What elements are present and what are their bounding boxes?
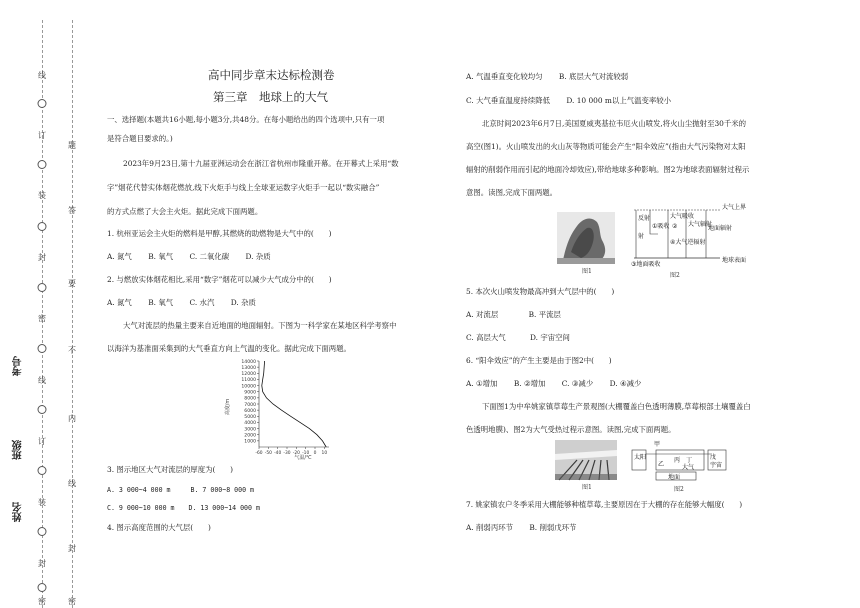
y-tick-label: 3000: [244, 427, 256, 433]
y-tick-label: 6000: [244, 408, 256, 414]
y-tick-label: 13000: [241, 365, 256, 371]
question-5-options-2: [466, 332, 584, 343]
radiation-diagram: [628, 200, 747, 272]
binding-hole-icon: [38, 583, 47, 592]
option: A. 气温垂直变化较均匀: [466, 72, 543, 81]
binding-hole-icon: [38, 283, 47, 292]
binding-hole-icon: [38, 466, 47, 475]
y-axis-label: 高度/m: [225, 398, 231, 416]
option: B. 氧气: [148, 298, 174, 307]
option: A. 氮气: [107, 252, 132, 261]
option: B. 底层大气对流较弱: [558, 72, 629, 81]
question-2: 2. 与燃放实体烟花相比,采用“数字”烟花可以减少大气成分中的( ): [107, 275, 332, 284]
option: C. 大气垂直温度持续降低: [466, 96, 550, 105]
diagram-label: 大气辐射: [688, 221, 713, 228]
intro-paragraph-3-line2: 高空(图1)。火山喷发出的火山灰等物质可能会产生“阳伞效应”(指由大气污染物对太阳: [466, 142, 746, 151]
x-tick-label: -20: [292, 451, 300, 456]
y-tick-label: 12000: [241, 372, 256, 378]
diagram-label: 射: [638, 233, 645, 240]
y-tick-label: 4000: [244, 421, 256, 427]
question-4: 4. 图示高度范围的大气层( ): [107, 523, 211, 532]
section-title-cont: 是符合题目要求的。): [107, 134, 173, 143]
question-5-options: [466, 309, 575, 320]
fig2-caption: 图2: [670, 272, 680, 279]
option: C. 高层大气: [466, 333, 506, 342]
option: C. 二氧化碳: [189, 252, 230, 261]
option: A. 3 000~4 000 m: [107, 486, 171, 494]
temperature-line: [262, 361, 326, 447]
diagram-label: 大气吸收: [670, 213, 695, 220]
diagram-label: 甲: [654, 441, 661, 448]
diagram-label: 乙: [658, 461, 665, 468]
option: C. 9 000~10 000 m: [107, 504, 175, 512]
y-tick-label: 9000: [244, 390, 256, 396]
binding-hole-icon: [38, 99, 47, 108]
question-6: 6. “阳伞效应”的产生主要是由于图2中( ): [466, 356, 612, 365]
atmospheric-heating-diagram: [630, 438, 730, 482]
intro-paragraph-4-line2: 色透明地膜)、图2为大气受热过程示意图。读图,完成下面两题。: [466, 425, 676, 434]
y-tick-label: 14000: [241, 359, 256, 365]
option: B. 平流层: [528, 310, 561, 319]
option: B. 7 000~8 000 m: [190, 486, 255, 494]
option: A. ①增加: [466, 379, 498, 388]
diagram-label: 大气: [682, 464, 695, 471]
option: D. 宇宙空间: [530, 333, 570, 342]
binding-hole-icon: [38, 344, 47, 353]
option: B. 氧气: [148, 252, 174, 261]
intro-paragraph-2-line2: 以海洋为基准面采集到的大气垂直方向上气温的变化。据此完成下面两题。: [107, 344, 351, 353]
diagram-label: 丁: [686, 457, 693, 464]
fig4-caption: 图2: [674, 486, 684, 493]
intro-paragraph-3: 北京时间2023年6月7日,美国夏威夷基拉韦厄火山喷发,将火山尘抛射至30千米的: [482, 119, 747, 128]
x-tick-label: 10: [321, 451, 328, 456]
margin-char: 订: [38, 131, 46, 140]
option: D. 杂质: [245, 252, 271, 261]
intro-paragraph-3-line3: 辐射的削弱作用而引起的地面冷却效应),带给地球多种影响。图2为地球表面辐射过程示: [466, 165, 750, 174]
option: D. 13 000~14 000 m: [188, 504, 260, 512]
option: C. 水汽: [189, 298, 215, 307]
margin-char: 不: [68, 346, 76, 355]
question-4-options-2: [466, 95, 685, 106]
y-tick-label: 10000: [241, 384, 256, 390]
temperature-altitude-chart: [225, 355, 335, 460]
binding-hole-icon: [38, 527, 47, 536]
question-3: 3. 图示地区大气对流层的厚度为( ): [107, 465, 234, 474]
chapter-title: 第三章 地球上的大气: [213, 90, 328, 104]
diagram-label: 地面辐射: [708, 225, 733, 232]
margin-char: 装: [38, 191, 46, 200]
diagram-label: 戊: [710, 454, 717, 461]
option: A. 对流层: [466, 310, 499, 319]
margin-char: 线: [38, 71, 46, 80]
question-7: 7. 姚家镇农户冬季采用大棚能够种植草莓,主要原因在于大棚的存在能够大幅度( ): [466, 500, 743, 509]
margin-char: 线: [38, 376, 46, 385]
binding-hole-icon: [38, 222, 47, 231]
binding-hole-icon: [38, 405, 47, 414]
option: B. ②增加: [513, 379, 546, 388]
diagram-label: 地面: [668, 474, 681, 481]
intro-paragraph-3-line4: 意图。读图,完成下面两题。: [466, 188, 558, 197]
fig3-caption: 图1: [582, 484, 592, 491]
greenhouse-photo: [555, 440, 617, 480]
question-3-options: [107, 485, 268, 496]
margin-char: 密: [38, 314, 46, 323]
intro-paragraph-4: 下面图1为中牟姚家镇草莓生产景观图(大棚覆盖白色透明薄膜,草莓根部土壤覆盖白: [482, 402, 751, 411]
y-tick-label: 2000: [244, 433, 256, 439]
y-tick-label: 8000: [244, 396, 256, 402]
binding-dashed-line-inner: [72, 20, 73, 608]
diagram-label: ④大气逆辐射: [670, 239, 706, 246]
y-tick-label: 11000: [241, 378, 256, 384]
exam-number-field: 考号: [13, 356, 24, 376]
fig1-caption: 图1: [582, 268, 592, 275]
option: A. 削弱丙环节: [466, 523, 513, 532]
margin-char: 封: [38, 253, 46, 262]
volcano-photo: [557, 212, 615, 264]
question-6-options: [466, 378, 655, 389]
question-1: 1. 杭州亚运会主火炬的燃料是甲醇,其燃烧的助燃物是大气中的( ): [107, 229, 332, 238]
question-4-options: [466, 71, 642, 82]
x-tick-label: -10: [302, 451, 310, 456]
binding-hole-icon: [38, 160, 47, 169]
question-3-options-2: [107, 503, 274, 514]
option: B. 削弱戊环节: [529, 523, 577, 532]
margin-char: 内: [68, 414, 76, 423]
question-7-options: [466, 522, 590, 533]
option: C. ③减少: [561, 379, 594, 388]
question-1-options: [107, 251, 285, 262]
intro-paragraph-1-line3: 的方式点燃了大会主火炬。据此完成下面两题。: [107, 207, 263, 216]
diagram-label: 地球表面: [722, 257, 747, 264]
diagram-label: ③地面吸收: [631, 261, 661, 268]
margin-char: 封: [38, 559, 46, 568]
option: D. ④减少: [609, 379, 642, 388]
name-field: 姓名: [13, 502, 24, 522]
margin-char: 密: [68, 597, 76, 606]
class-field: 班级: [13, 440, 24, 460]
x-tick-label: -50: [264, 451, 272, 456]
diagram-label: ②: [672, 223, 678, 230]
x-tick-label: -60: [255, 451, 263, 456]
y-tick-label: 1000: [244, 439, 256, 445]
diagram-label: 丙: [674, 457, 681, 464]
margin-char: 装: [38, 498, 46, 507]
option: A. 氮气: [107, 298, 132, 307]
intro-paragraph-2: 大气对流层的热量主要来自近地面的地面辐射。下图为一科学家在某地区科学考察中: [123, 321, 397, 330]
intro-paragraph-1: 2023年9月23日,第十九届亚洲运动会在浙江省杭州市隆重开幕。在开幕式上采用“数: [123, 159, 399, 168]
x-axis-label: 气温/℃: [294, 455, 312, 461]
x-tick-label: 0: [313, 451, 317, 456]
diagram-label: 太阳: [634, 454, 647, 461]
option: D. 杂质: [230, 298, 256, 307]
margin-char: 订: [38, 437, 46, 446]
margin-char: 要: [68, 279, 76, 288]
margin-char: 题: [68, 141, 76, 150]
margin-char: 线: [68, 479, 76, 488]
page-title: 高中同步章末达标检测卷: [208, 68, 335, 82]
diagram-label: 大气上界: [722, 204, 747, 211]
margin-char: 密: [38, 597, 46, 606]
margin-char: 答: [68, 206, 76, 215]
y-tick-label: 5000: [244, 415, 256, 421]
option: D. 10 000 m以上气温变率较小: [566, 96, 672, 105]
diagram-label: 宇宙: [710, 462, 723, 469]
x-tick-label: -30: [283, 451, 291, 456]
section-title: 一、选择题(本题共16小题,每小题3分,共48分。在每小题给出的四个选项中,只有一项: [107, 115, 385, 124]
diagram-label: 反射: [638, 215, 651, 222]
intro-paragraph-1-line2: 字”烟花代替实体烟花燃放,线下火炬手与线上全球亚运数字火炬手一起以“数实融合”: [107, 183, 380, 192]
question-2-options: [107, 297, 270, 308]
margin-char: 封: [68, 544, 76, 553]
x-tick-label: -40: [274, 451, 282, 456]
y-tick-label: 7000: [244, 402, 256, 408]
question-5: 5. 本次火山喷发物最高冲到大气层中的( ): [466, 287, 615, 296]
diagram-label: ①吸收: [652, 223, 670, 230]
